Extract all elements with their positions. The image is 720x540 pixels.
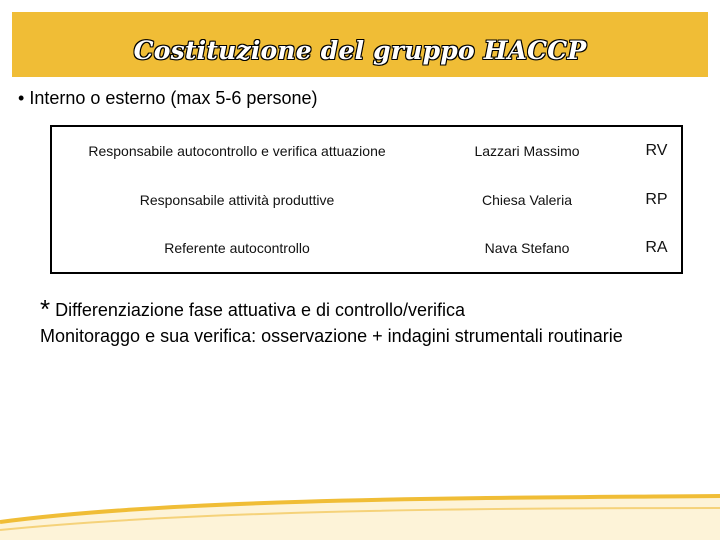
title-banner <box>12 12 708 77</box>
role-cell: Responsabile autocontrollo e verifica attuazione <box>88 143 386 159</box>
bullet-text: Interno o esterno (max 5-6 persone) <box>29 88 318 108</box>
bullet-symbol: • <box>18 88 25 108</box>
code-cell: RP <box>645 190 668 208</box>
code-cell: RA <box>645 239 668 256</box>
haccp-team-table <box>50 125 683 274</box>
note-block <box>40 296 680 349</box>
name-cell: Nava Stefano <box>484 240 570 256</box>
table-row <box>51 175 682 224</box>
note-line-1 <box>40 296 680 323</box>
name-cell: Lazzari Massimo <box>474 143 580 159</box>
role-cell: Referente autocontrollo <box>164 240 310 256</box>
slide-title: Costituzione del gruppo HACCP <box>133 36 587 65</box>
code-cell: RV <box>645 142 668 159</box>
decorative-curve <box>0 482 720 540</box>
bullet-point <box>18 88 317 109</box>
name-cell: Chiesa Valeria <box>481 191 572 208</box>
table-row <box>51 126 682 175</box>
table-row <box>51 224 682 273</box>
note-line-2: Monitoraggo e sua verifica: osservazione + indagini strumentali routinarie <box>40 326 623 346</box>
asterisk: * <box>40 294 51 324</box>
note-line-1-text: Differenziazione fase attuativa e di controllo/verifica <box>55 300 466 320</box>
role-cell: Responsabile attività produttive <box>139 191 335 208</box>
